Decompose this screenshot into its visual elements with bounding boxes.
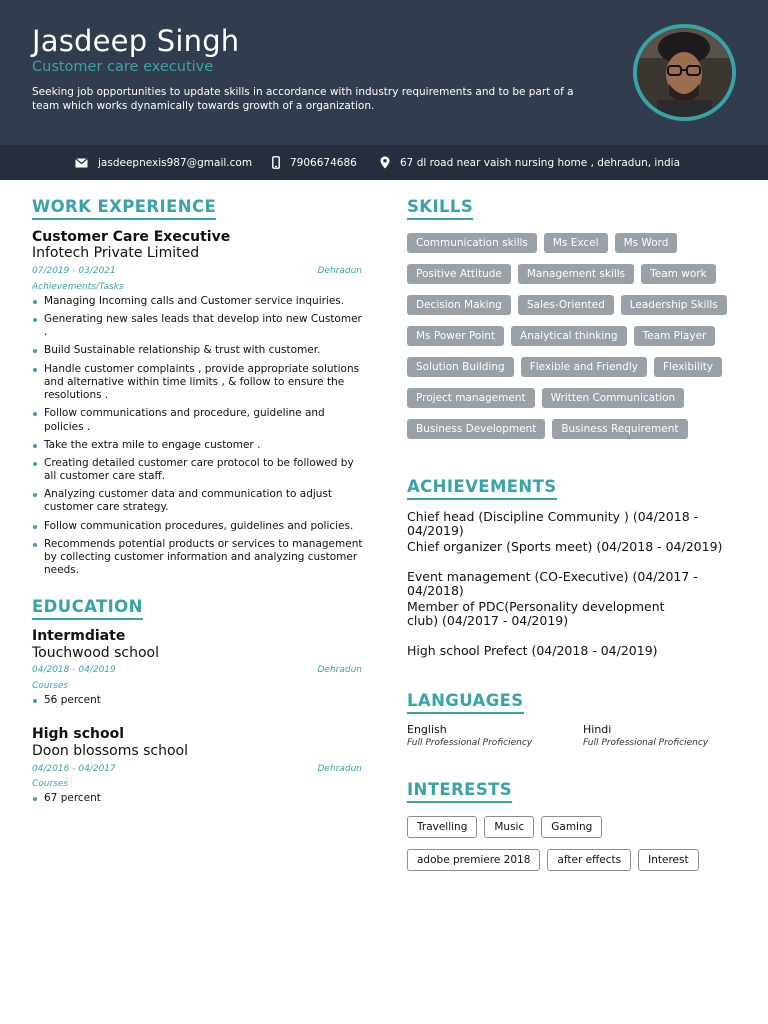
avatar [633, 24, 736, 121]
contact-address [380, 145, 680, 180]
language-name: Hindi [583, 723, 612, 736]
skills-list [407, 233, 737, 450]
achievement-item: Chief organizer (Sports meet) (04/2018 - 04/2019) [407, 539, 723, 554]
language-name: English [407, 723, 447, 736]
job-location: Dehradun [317, 266, 362, 276]
list-item: Generating new sales leads that develop into new Customer . [32, 313, 367, 340]
languages-heading: LANGUAGES [407, 691, 524, 714]
school-name: Touchwood school [32, 645, 159, 661]
candidate-name: Jasdeep Singh [32, 24, 240, 58]
contact-phone[interactable] [272, 145, 357, 180]
list-item: Take the extra mile to engage customer . [32, 439, 367, 452]
skill-tag: Decision Making [407, 295, 511, 315]
skill-tag: Leadership Skills [621, 295, 727, 315]
achievement-item: Event management (CO-Executive) (04/2017 - 04/2018) [407, 569, 698, 598]
skill-tag: Business Development [407, 419, 545, 439]
courses-label: Courses [32, 681, 69, 691]
list-item: Analyzing customer data and communication to adjust customer care strategy. [32, 488, 367, 515]
language-level: Full Professional Proficiency [583, 738, 709, 748]
list-item: Creating detailed customer care protocol to be followed by all customer care staff. [32, 457, 367, 484]
education-level: High school [32, 726, 125, 742]
skill-tag: Analytical thinking [511, 326, 627, 346]
company-name: Infotech Private Limited [32, 245, 200, 261]
skill-tag: Flexible and Friendly [521, 357, 647, 377]
phone-text: 7906674686 [290, 156, 357, 169]
resume-header [0, 0, 768, 145]
course-list [32, 792, 367, 810]
skill-tag: Communication skills [407, 233, 537, 253]
interest-tag: adobe premiere 2018 [407, 849, 540, 871]
interest-tag: Travelling [407, 816, 477, 838]
education-dates: 04/2018 - 04/2019 [32, 665, 116, 675]
skill-tag: Team work [641, 264, 716, 284]
skills-heading: SKILLS [407, 197, 473, 220]
email-text: jasdeepnexis987@gmail.com [98, 156, 253, 169]
interest-tag: Interest [638, 849, 698, 871]
interest-tag: Gaming [541, 816, 602, 838]
achievement-item: Chief head (Discipline Community ) (04/2018 - 04/2019) [407, 509, 699, 538]
summary-text: Seeking job opportunities to update skills in accordance with industry requirements and to be part of a team which works dynamically towards growth of a organization. [32, 86, 574, 112]
job-role: Customer Care Executive [32, 229, 231, 245]
list-item: Build Sustainable relationship & trust with customer. [32, 344, 367, 357]
skill-tag: Business Requirement [552, 419, 687, 439]
interest-tag: after effects [547, 849, 631, 871]
envelope-icon [75, 158, 88, 168]
skill-tag: Solution Building [407, 357, 514, 377]
list-item: 56 percent [32, 694, 367, 707]
skill-tag: Ms Word [615, 233, 678, 253]
skill-tag: Ms Excel [544, 233, 608, 253]
language-level: Full Professional Proficiency [407, 738, 533, 748]
list-item: Recommends potential products or services to management by collecting customer information and analyzing customer needs. [32, 538, 367, 578]
phone-icon [272, 156, 280, 169]
education-location: Dehradun [317, 665, 362, 675]
interests-heading: INTERESTS [407, 780, 512, 803]
skill-tag: Flexibility [654, 357, 722, 377]
skill-tag: Management skills [518, 264, 634, 284]
education-heading: EDUCATION [32, 597, 143, 620]
skill-tag: Team Player [634, 326, 716, 346]
education-dates: 04/2016 - 04/2017 [32, 764, 116, 774]
list-item: Handle customer complaints , provide appropriate solutions and alternative within time limits , & follow to ensure the resolutions . [32, 363, 367, 403]
education-level: Intermdiate [32, 628, 126, 644]
courses-label: Courses [32, 779, 69, 789]
profile-photo [637, 28, 732, 117]
skill-tag: Written Communication [542, 388, 685, 408]
education-location: Dehradun [317, 764, 362, 774]
achievements-heading: ACHIEVEMENTS [407, 477, 557, 500]
course-list [32, 694, 367, 712]
address-text: 67 dl road near vaish nursing home , dehradun, india [400, 156, 681, 169]
contact-email[interactable] [75, 145, 252, 180]
list-item: Follow communication procedures, guidelines and policies. [32, 520, 367, 533]
interests-list [407, 816, 737, 882]
skill-tag: Project management [407, 388, 535, 408]
location-pin-icon [380, 156, 390, 169]
achievement-item: Member of PDC(Personality development club) (04/2017 - 04/2019) [407, 599, 665, 628]
achievement-item: High school Prefect (04/2018 - 04/2019) [407, 643, 658, 658]
school-name: Doon blossoms school [32, 743, 188, 759]
list-item: 67 percent [32, 792, 367, 805]
tasks-label: Achievements/Tasks [32, 282, 124, 292]
contact-bar [0, 145, 768, 180]
interest-tag: Music [484, 816, 534, 838]
skill-tag: Sales-Oriented [518, 295, 614, 315]
list-item: Follow communications and procedure, guideline and policies . [32, 407, 367, 434]
work-experience-heading: WORK EXPERIENCE [32, 197, 216, 220]
skill-tag: Positive Attitude [407, 264, 511, 284]
candidate-title: Customer care executive [32, 59, 214, 75]
task-list [32, 295, 367, 582]
job-dates: 07/2019 - 03/2021 [32, 266, 116, 276]
list-item: Managing Incoming calls and Customer service inquiries. [32, 295, 367, 308]
skill-tag: Ms Power Point [407, 326, 504, 346]
